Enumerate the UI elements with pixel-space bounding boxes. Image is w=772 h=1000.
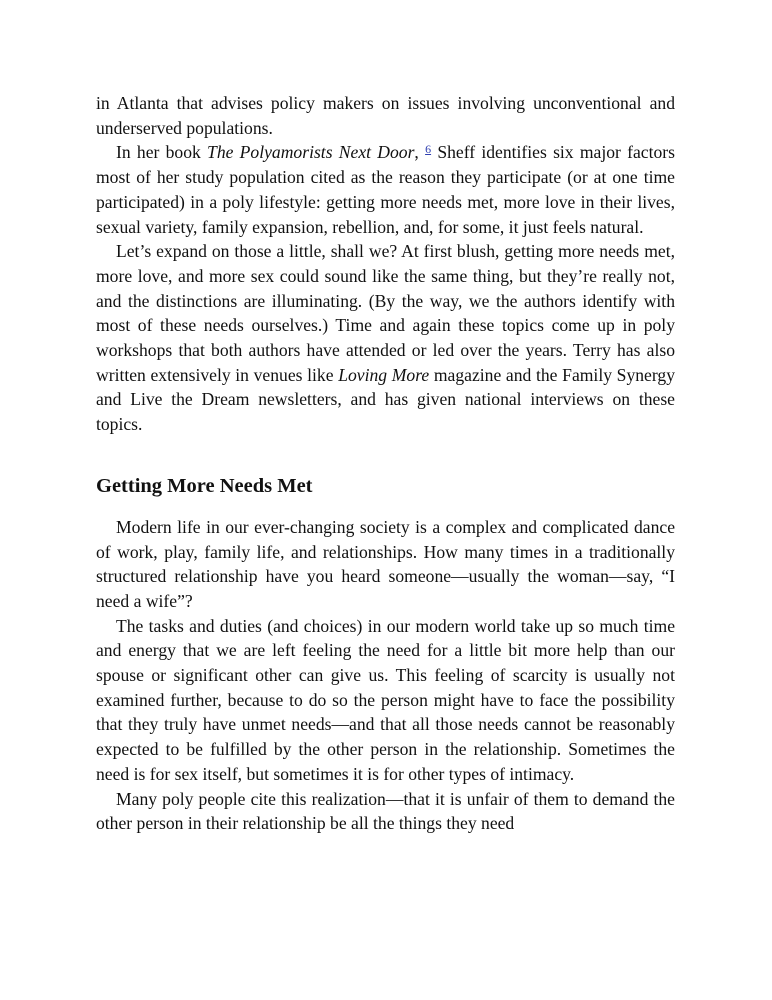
paragraph-polyamorists-book — [96, 140, 675, 239]
spacer — [96, 437, 675, 473]
paragraph-realization: Many poly people cite this realization—that it is unfair of them to demand the other person in their relationship be all the things they need — [96, 788, 675, 834]
paragraph-expand — [96, 239, 675, 437]
book-title: The Polyamorists Next Door — [207, 142, 415, 163]
footnote-link[interactable]: 6 — [425, 142, 432, 157]
paragraph-tasks-duties: The tasks and duties (and choices) in our modern world take up so much time and energy that we are left feeling the need for a little bit more help than our spouse or significant other can give us. This feeling of scarcity is usually not examined further, because to do so the person might have to face the possibility that they truly have unmet needs—and that all those needs cannot be reasonably expected to be fulfilled by the other person in the relationship. Sometimes the need is for sex itself, but sometimes it is for other types of intimacy. — [96, 615, 675, 784]
page-body — [96, 91, 675, 836]
paragraph-text: , — [414, 142, 426, 163]
paragraph-text: Sheff identifies six major factors most of her study population cited as the reason they participate (or at one time participated) in a poly lifestyle: getting more needs met, more love in their lives, sexual variety, family expansion, rebellion, and, for some, it just feels natural. — [96, 142, 675, 237]
paragraph-continuation: in Atlanta that advises policy makers on issues involving unconventional and underserved populations. — [96, 93, 675, 138]
spacer — [96, 499, 675, 515]
paragraph-text: In her book — [116, 142, 208, 163]
paragraph-text: Let’s expand on those a little, shall we? At first blush, getting more needs met, more love, and more sex could sound like the same thing, but they’re really not, and the distinctions are illuminating. (By the way, we the authors identify with most of these needs ourselves.) Time and again these topics come up in poly workshops that both authors have attended or led over the years. Terry has also written extensively in venues like — [96, 241, 675, 385]
magazine-title: Loving More — [338, 364, 430, 385]
paragraph-modern-life: Modern life in our ever-changing society is a complex and complicated dance of work, play, family life, and relationships. How many times in a traditionally structured relationship have you heard someone—usually the woman—say, “I need a wife”? — [96, 516, 675, 611]
paragraph-text: magazine and the Family Synergy and Live the Dream newsletters, and has given national interviews on these topics. — [96, 364, 675, 435]
section-heading: Getting More Needs Met — [96, 474, 313, 497]
